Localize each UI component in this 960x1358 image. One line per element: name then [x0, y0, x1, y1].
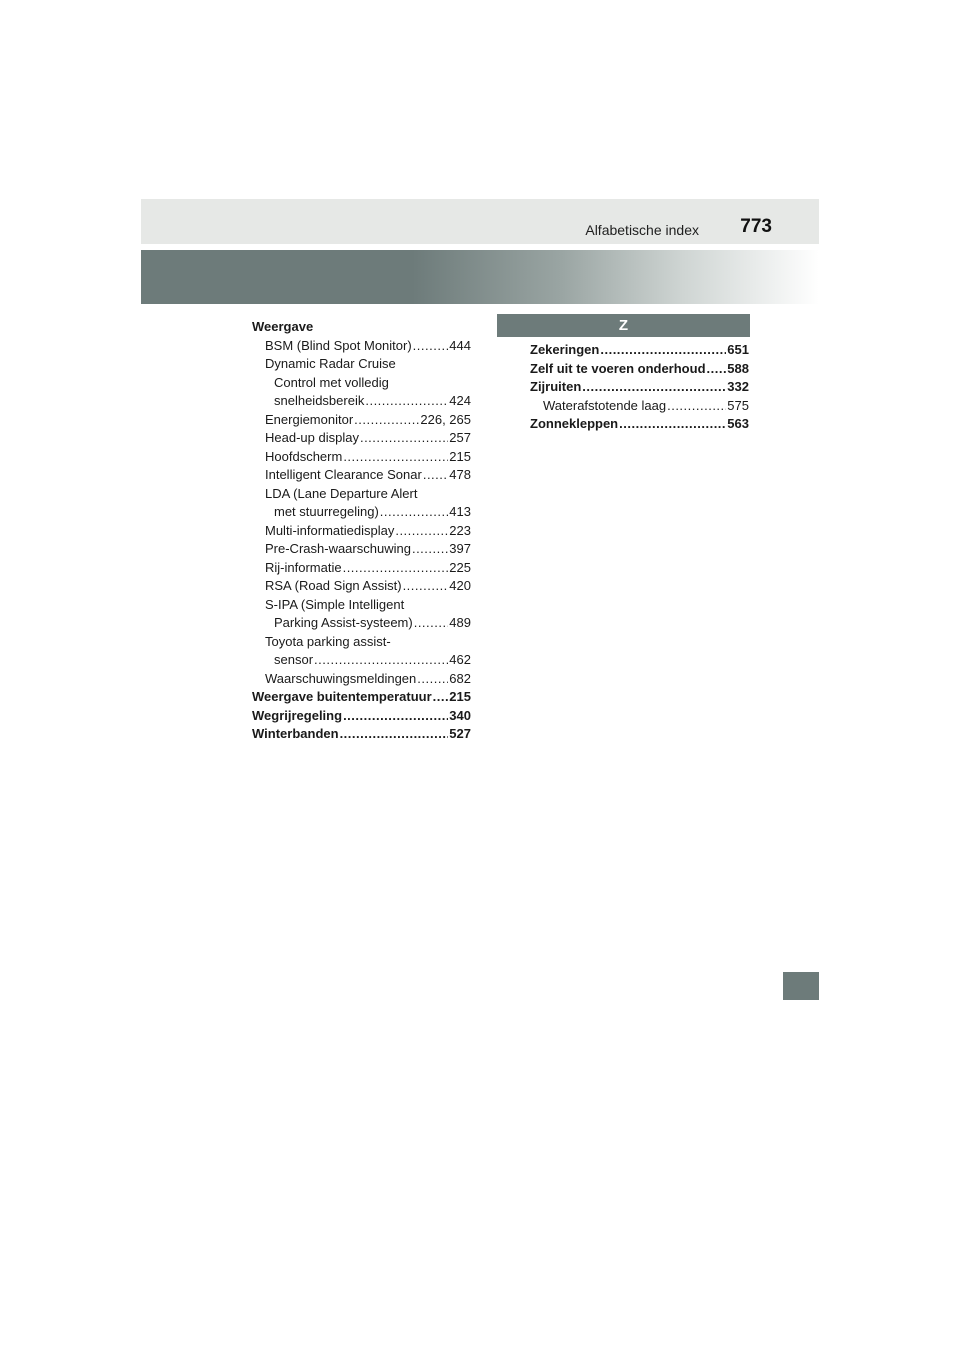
entry-label: Zijruiten: [530, 379, 582, 394]
entry-label-line: LDA (Lane Departure Alert: [265, 485, 418, 501]
page-header: [141, 199, 819, 244]
index-entry[interactable]: [530, 397, 749, 416]
index-group-heading: Weergave: [252, 319, 314, 334]
index-entry[interactable]: [252, 688, 471, 707]
entry-label: Rij-informatie: [265, 559, 342, 575]
entry-label: Zelf uit te voeren onderhoud: [530, 360, 706, 376]
entry-page: 527: [449, 726, 471, 741]
entry-label: Waarschuwingsmeldingen: [265, 670, 417, 686]
entry-label: Waterafstotende laag: [543, 397, 667, 413]
entry-label: Zonnekleppen: [530, 416, 619, 431]
entry-page: 489: [449, 615, 471, 630]
index-entry[interactable]: [252, 503, 471, 522]
entry-label-line: S-IPA (Simple Intelligent: [265, 596, 405, 612]
entry-page: 215: [449, 448, 471, 464]
index-entry[interactable]: [252, 522, 471, 541]
entry-page: 424: [449, 393, 471, 408]
index-entry[interactable]: [252, 448, 471, 467]
entry-label: Hoofdscherm: [265, 448, 343, 464]
entry-page: 340: [449, 707, 471, 723]
entry-page: 215: [449, 689, 471, 704]
entry-label: Pre-Crash-waarschuwing: [265, 541, 411, 556]
index-entry[interactable]: [252, 651, 471, 670]
entry-page: 563: [727, 416, 749, 431]
entry-label: Head-up display: [265, 430, 359, 445]
section-letter-header: Z: [497, 314, 750, 337]
entry-label: RSA (Road Sign Assist): [265, 578, 402, 593]
index-column-right: [530, 341, 749, 434]
entry-page: 413: [449, 504, 471, 519]
index-entry[interactable]: [252, 559, 471, 578]
index-entry[interactable]: [252, 670, 471, 689]
entry-label-line: Dynamic Radar Cruise: [265, 356, 396, 371]
page-number: 773: [740, 216, 772, 237]
entry-label: Energiemonitor: [265, 411, 354, 427]
index-entry[interactable]: [252, 540, 471, 559]
entry-page: 462: [449, 652, 471, 667]
entry-page: 575: [727, 397, 749, 413]
index-entry[interactable]: [252, 337, 471, 356]
entry-label: Multi-informatiedisplay: [265, 522, 395, 538]
index-entry[interactable]: [252, 466, 471, 485]
decorative-band: [141, 250, 819, 304]
index-entry[interactable]: [530, 415, 749, 434]
entry-page: 478: [449, 467, 471, 482]
index-column-left: [252, 318, 471, 744]
entry-page: 257: [449, 430, 471, 445]
index-entry[interactable]: [530, 360, 749, 379]
entry-label: met stuurregeling): [274, 504, 379, 519]
index-entry[interactable]: [252, 429, 471, 448]
entry-label-line: Toyota parking assist-: [265, 633, 391, 649]
header-title: Alfabetische index: [585, 222, 699, 238]
index-entry[interactable]: [530, 341, 749, 360]
index-entry[interactable]: [252, 707, 471, 726]
entry-label-line: Control met volledig: [274, 374, 389, 390]
index-entry[interactable]: [252, 725, 471, 744]
index-entry[interactable]: [530, 378, 749, 397]
entry-page: 397: [449, 541, 471, 556]
index-entry[interactable]: [252, 614, 471, 633]
entry-label: Wegrijregeling: [252, 707, 343, 723]
entry-label: BSM (Blind Spot Monitor): [265, 337, 412, 353]
entry-page: 651: [727, 342, 749, 357]
entry-label: Weergave buitentemperatuur: [252, 689, 432, 704]
entry-label: sensor: [274, 652, 314, 667]
index-entry[interactable]: [252, 392, 471, 411]
chapter-tab: [783, 972, 819, 1000]
entry-label: Winterbanden: [252, 726, 339, 741]
entry-page: 223: [449, 522, 471, 538]
index-entry[interactable]: [252, 411, 471, 430]
entry-page: 225: [449, 559, 471, 575]
entry-label: snelheidsbereik: [274, 393, 365, 408]
entry-page: 682: [449, 670, 471, 686]
entry-page: 332: [727, 379, 749, 394]
entry-page: 588: [727, 360, 749, 376]
entry-page: 420: [449, 578, 471, 593]
entry-label: Parking Assist-systeem): [274, 615, 413, 630]
entry-page: 226, 265: [420, 411, 471, 427]
entry-label: Intelligent Clearance Sonar: [265, 467, 422, 482]
entry-page: 444: [449, 337, 471, 353]
entry-label: Zekeringen: [530, 342, 600, 357]
index-entry[interactable]: [252, 577, 471, 596]
